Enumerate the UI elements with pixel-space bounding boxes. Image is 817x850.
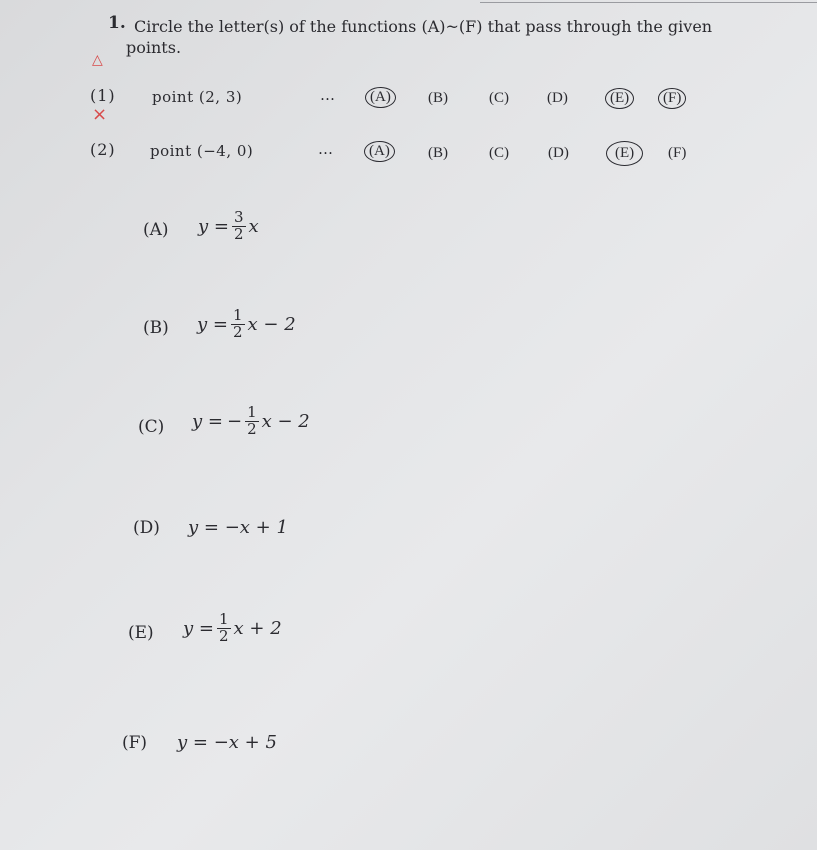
function-a-label: (A) <box>143 220 169 240</box>
function-a-equation: y = $\frac{3}{2}$ x <box>198 208 259 243</box>
row1-option-d[interactable]: (D) <box>547 90 568 106</box>
function-a-fraction: $\frac{3}{2}$ <box>233 208 244 243</box>
function-c-equation: y = − $\frac{1}{2}$ x − 2 <box>192 403 310 438</box>
function-b-label: (B) <box>143 318 169 338</box>
question-text-line1: Circle the letter(s) of the functions (A)~(F) that pass through the given <box>134 17 713 36</box>
row1-label: (1) <box>90 86 116 105</box>
function-c-fraction: $\frac{1}{2}$ <box>247 403 257 438</box>
row1-point: point (2, 3) <box>152 88 243 106</box>
function-e-equation: y = $\frac{1}{2}$ x + 2 <box>183 610 282 645</box>
function-c-label: (C) <box>138 417 165 437</box>
function-d-equation: y = −x + 1 <box>188 517 288 538</box>
function-e-fraction: $\frac{1}{2}$ <box>218 610 229 645</box>
triangle-mark-icon: △ <box>92 52 103 68</box>
row1-option-f[interactable]: (F) <box>658 88 686 109</box>
row1-option-e[interactable]: (E) <box>605 88 634 109</box>
function-d-label: (D) <box>133 518 160 538</box>
row2-label: (2) <box>90 140 116 159</box>
row2-option-f[interactable]: (F) <box>668 145 687 161</box>
row2-option-c[interactable]: (C) <box>489 145 509 161</box>
question-text-line2: points. <box>126 38 182 57</box>
row2-option-e[interactable]: (E) <box>606 141 643 166</box>
function-f-equation: y = −x + 5 <box>177 732 277 753</box>
cross-mark-icon: × <box>92 104 108 125</box>
row2-point: point (−4, 0) <box>150 142 254 160</box>
row2-option-d[interactable]: (D) <box>548 145 569 161</box>
row1-option-b[interactable]: (B) <box>428 90 448 106</box>
row2-option-b[interactable]: (B) <box>428 145 448 161</box>
row1-dots: … <box>320 86 337 104</box>
question-number: 1. <box>108 13 126 33</box>
function-b-fraction: $\frac{1}{2}$ <box>232 306 243 341</box>
function-f-label: (F) <box>122 733 148 753</box>
function-e-label: (E) <box>128 623 154 643</box>
page-top-edge <box>480 2 817 3</box>
row2-dots: … <box>318 140 335 158</box>
row1-option-a[interactable]: (A) <box>365 87 396 108</box>
row1-option-c[interactable]: (C) <box>489 90 509 106</box>
row2-option-a[interactable]: (A) <box>364 141 395 162</box>
function-b-equation: y = $\frac{1}{2}$ x − 2 <box>197 306 296 341</box>
